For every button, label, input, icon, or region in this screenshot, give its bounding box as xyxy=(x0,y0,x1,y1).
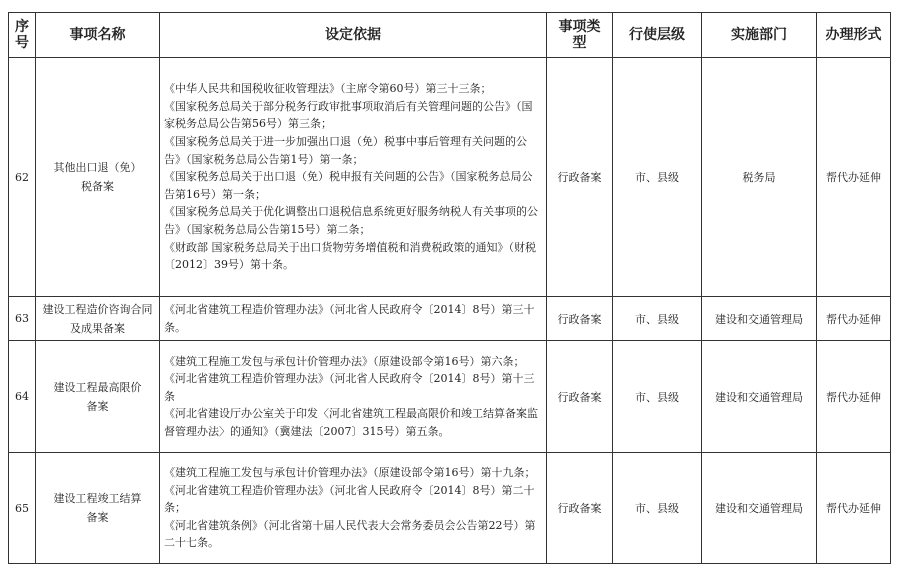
cell-dept: 建设和交通管理局 xyxy=(702,453,817,564)
basis-line: 《中华人民共和国税收征收管理法》（主席令第60号）第三十三条； xyxy=(164,82,492,96)
cell-name: 其他出口退（免）税备案 xyxy=(36,58,160,297)
header-seq: 序号 xyxy=(9,13,36,58)
header-name: 事项名称 xyxy=(36,13,160,58)
cell-type: 行政备案 xyxy=(547,297,613,341)
basis-line: 《河北省建筑工程造价管理办法》（河北省人民政府令〔2014〕8号）第二十条； xyxy=(164,483,535,515)
cell-type: 行政备案 xyxy=(547,453,613,564)
basis-line: 《国家税务总局关于出口退（免）税申报有关问题的公告》（国家税务总局公告第16号）第一条； xyxy=(164,170,533,201)
cell-dept: 建设和交通管理局 xyxy=(702,297,817,341)
header-level: 行使层级 xyxy=(613,13,702,58)
header-dept: 实施部门 xyxy=(702,13,817,58)
header-type: 事项类型 xyxy=(547,13,613,58)
cell-basis xyxy=(160,341,547,453)
table-row xyxy=(9,341,891,453)
basis-line: 《国家税务总局关于优化调整出口退税信息系统更好服务纳税人有关事项的公告》（国家税务总局公告第15号）第二条； xyxy=(164,205,538,236)
cell-name: 建设工程竣工结算备案 xyxy=(36,453,160,564)
table-row xyxy=(9,453,891,564)
cell-level: 市、县级 xyxy=(613,58,702,297)
basis-line: 《河北省建筑工程造价管理办法》（河北省人民政府令〔2014〕8号）第三十条。 xyxy=(164,302,535,334)
header-form: 办理形式 xyxy=(817,13,891,58)
cell-type: 行政备案 xyxy=(547,58,613,297)
table-row xyxy=(9,297,891,341)
header-row xyxy=(9,13,891,58)
basis-line: 《河北省建筑条例》（河北省第十届人民代表大会常务委员会公告第22号）第二十七条。 xyxy=(164,518,536,550)
cell-basis xyxy=(160,297,547,341)
cell-level: 市、县级 xyxy=(613,297,702,341)
basis-line: 《建筑工程施工发包与承包计价管理办法》（原建设部令第16号）第六条； xyxy=(164,354,525,368)
matters-table xyxy=(8,12,891,564)
cell-dept: 税务局 xyxy=(702,58,817,297)
cell-level: 市、县级 xyxy=(613,341,702,453)
cell-basis xyxy=(160,58,547,297)
basis-line: 《国家税务总局关于部分税务行政审批事项取消后有关管理问题的公告》（国家税务总局公告第56号）第三条； xyxy=(164,99,533,131)
cell-basis xyxy=(160,453,547,564)
table-row xyxy=(9,58,891,297)
cell-seq: 63 xyxy=(9,297,36,341)
basis-line: 《建筑工程施工发包与承包计价管理办法》（原建设部令第16号）第十九条； xyxy=(164,466,536,480)
basis-line: 《河北省建设厅办公室关于印发〈河北省建筑工程最高限价和竣工结算备案监督管理办法〉的通知》（冀建法〔2007〕315号）第五条。 xyxy=(164,407,538,438)
cell-type: 行政备案 xyxy=(547,341,613,453)
cell-name: 建设工程最高限价备案 xyxy=(36,341,160,453)
cell-seq: 65 xyxy=(9,453,36,564)
cell-form: 帮代办延伸 xyxy=(817,58,891,297)
cell-seq: 62 xyxy=(9,58,36,297)
cell-dept: 建设和交通管理局 xyxy=(702,341,817,453)
basis-line: 《财政部 国家税务总局关于出口货物劳务增值税和消费税政策的通知》（财税〔2012〕39号）第十条。 xyxy=(164,240,536,272)
cell-level: 市、县级 xyxy=(613,453,702,564)
basis-line: 《国家税务总局关于进一步加强出口退（免）税事中事后管理有关问题的公告》（国家税务总局公告第1号）第一条； xyxy=(164,135,527,166)
cell-form: 帮代办延伸 xyxy=(817,341,891,453)
header-basis: 设定依据 xyxy=(160,13,547,58)
cell-name: 建设工程造价咨询合同及成果备案 xyxy=(36,297,160,341)
cell-form: 帮代办延伸 xyxy=(817,453,891,564)
basis-line: 《河北省建筑工程造价管理办法》（河北省人民政府令〔2014〕8号）第十三条 xyxy=(164,372,535,403)
cell-form: 帮代办延伸 xyxy=(817,297,891,341)
cell-seq: 64 xyxy=(9,341,36,453)
